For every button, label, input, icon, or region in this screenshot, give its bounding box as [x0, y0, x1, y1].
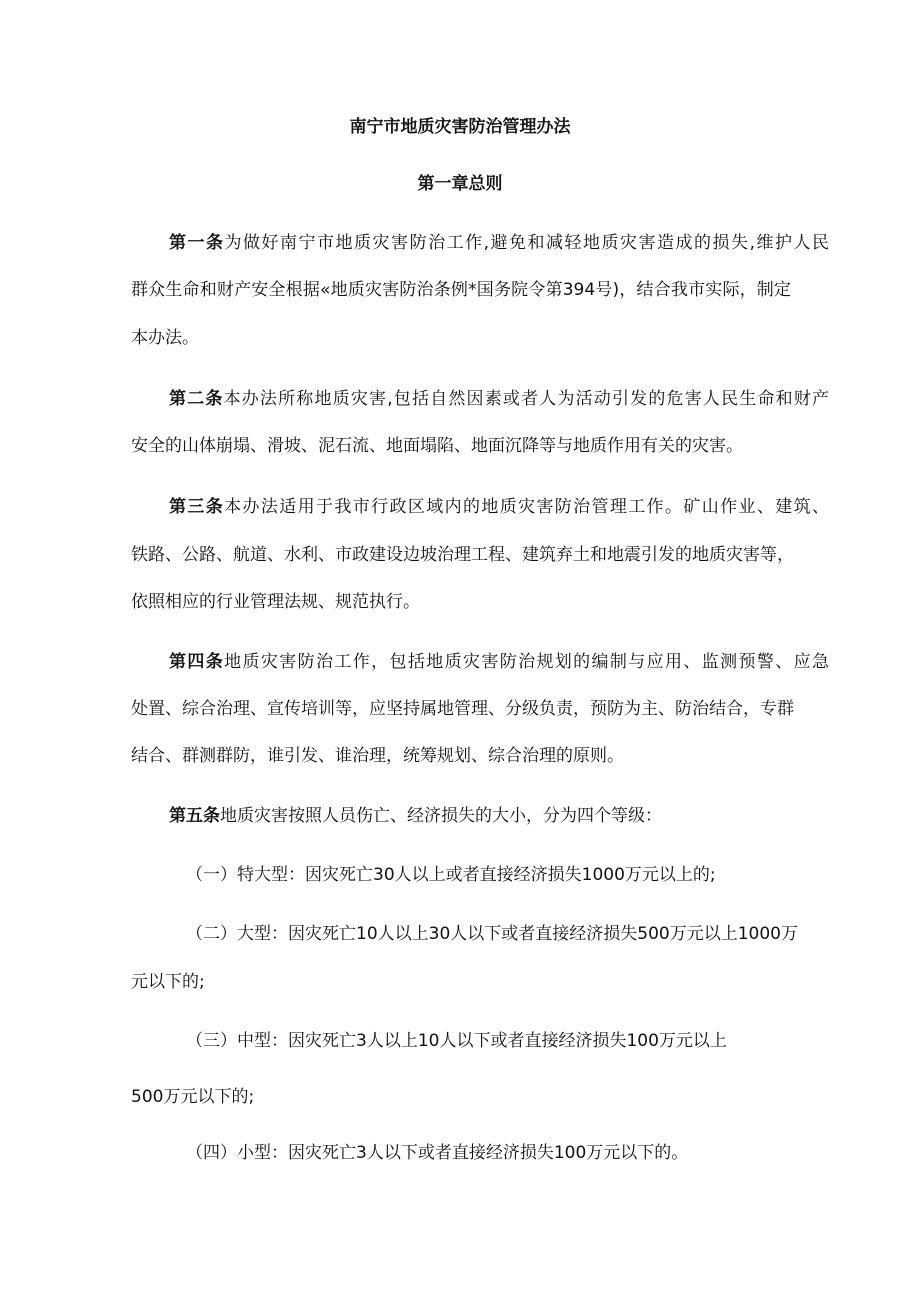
article-1-line-2: 群众生命和财产安全根据«地质灾害防治条例*国务院令第394号)，结合我市实际，制定 [131, 280, 791, 300]
article-5-text-1: 地质灾害按照人员伤亡、经济损失的大小，分为四个等级： [220, 806, 662, 826]
article-1-number: 第一条 [169, 233, 225, 253]
level-2-line-2: 元以下的; [131, 972, 205, 992]
article-3-line-3: 依照相应的行业管理法规、规范执行。 [131, 592, 420, 612]
article-2-text-1: 本办法所称地质灾害,包括自然因素或者人为活动引发的危害人民生命和财产 [223, 389, 830, 409]
article-3-number: 第三条 [169, 497, 225, 517]
article-5-line-1 [169, 804, 829, 828]
article-4-text-1: 地质灾害防治工作，包括地质灾害防治规划的编制与应用、监测预警、应急 [224, 652, 830, 672]
document-title: 南宁市地质灾害防治管理办法 [349, 117, 571, 137]
level-2-line-1: （二）大型：因灾死亡10人以上30人以下或者直接经济损失500万元以上1000万 [186, 924, 798, 944]
article-1-line-1 [169, 231, 829, 255]
level-3-line-2: 500万元以下的; [131, 1087, 255, 1107]
chapter-heading: 第一章总则 [417, 174, 503, 194]
level-1-line-1: （一）特大型：因灾死亡30人以上或者直接经济损失1000万元以上的; [186, 865, 716, 885]
article-4-line-1 [169, 650, 829, 674]
level-3-line-1: （三）中型：因灾死亡3人以上10人以下或者直接经济损失100万元以上 [186, 1031, 727, 1051]
level-4-line-1: （四）小型：因灾死亡3人以下或者直接经济损失100万元以下的。 [186, 1143, 689, 1163]
article-1-text-1: 为做好南宁市地质灾害防治工作,避免和减轻地质灾害造成的损失,维护人民 [224, 233, 829, 253]
article-3-text-1: 本办法适用于我市行政区域内的地质灾害防治管理工作。矿山作业、建筑、 [224, 497, 830, 517]
article-4-line-3: 结合、群测群防，谁引发、谁治理，统筹规划、综合治理的原则。 [131, 746, 624, 766]
article-2-line-2: 安全的山体崩塌、滑坡、泥石流、地面塌陷、地面沉降等与地质作用有关的灾害。 [131, 436, 743, 456]
article-4-number: 第四条 [169, 652, 225, 672]
article-4-line-2: 处置、综合治理、宣传培训等，应坚持属地管理、分级负责，预防为主、防治结合，专群 [131, 699, 794, 719]
article-3-line-1 [169, 495, 829, 519]
article-3-line-2: 铁路、公路、航道、水利、市政建设边坡治理工程、建筑弃土和地震引发的地质灾害等， [131, 545, 794, 565]
article-1-line-3: 本办法。 [131, 328, 199, 348]
article-5-number: 第五条 [169, 806, 220, 826]
article-2-number: 第二条 [169, 389, 224, 409]
article-2-line-1 [169, 387, 829, 411]
